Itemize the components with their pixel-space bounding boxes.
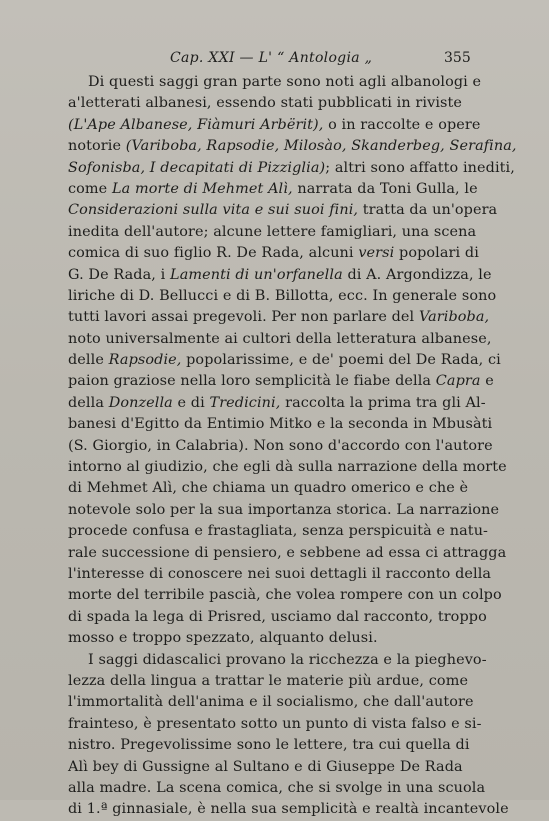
text-segment: nistro. Pregevolissime sono le lettere, tra cui quella di (68, 737, 470, 754)
text-line (68, 414, 493, 435)
text-segment: di 1.ª ginnasiale, è nella sua semplicità e realtà incantevole (68, 801, 509, 818)
text-segment: G. De Rada, i (68, 266, 171, 283)
text-segment: liriche di D. Bellucci e di B. Billotta, ecc. In generale sono (68, 287, 497, 304)
text-segment: raccolta la prima tra gli Al- (280, 394, 486, 411)
text-segment: noto universalmente ai cultori della letteratura albanese, (68, 330, 492, 347)
text-segment: di A. Argondizza, le (342, 266, 492, 283)
italic-segment: Lamenti di un'orfanella (170, 266, 343, 283)
text-line (68, 115, 481, 136)
text-segment: ; altri sono affatto inediti, (325, 159, 515, 176)
italic-segment: Variboba, (418, 309, 490, 326)
text-segment: morte del terribile pascià, che volea rompere con un colpo (68, 587, 502, 604)
text-line (68, 671, 469, 692)
text-segment: notevole solo per la sua importanza storica. La narrazione (68, 501, 500, 518)
text-line (68, 93, 463, 114)
italic-segment: versi (358, 245, 395, 262)
text-segment: mosso e troppo spezzato, alquanto delusi. (68, 630, 378, 647)
text-segment: (S. Giorgio, in Calabria). Non sono d'accordo con l'autore (68, 437, 493, 454)
text-segment: e di (172, 394, 210, 411)
page-number: 355 (444, 50, 471, 66)
text-line (68, 243, 479, 264)
text-line (68, 478, 469, 499)
page-header (0, 50, 549, 68)
text-line (68, 286, 497, 307)
italic-segment: Rapsodie, (108, 352, 182, 369)
text-segment: e (480, 373, 494, 390)
italic-segment: Tredicini, (209, 394, 281, 411)
text-line (68, 757, 463, 778)
text-line (68, 457, 507, 478)
text-line (68, 222, 477, 243)
text-segment: I saggi didascalici provano la ricchezza e la pieghevo- (88, 651, 487, 668)
text-segment: popolari di (394, 245, 479, 262)
text-line (68, 585, 502, 606)
running-title: Cap. XXI — L' “ Antologia „ (170, 50, 373, 66)
text-line (68, 778, 486, 799)
text-segment: frainteso, è presentato sotto un punto di vista falso e si- (68, 715, 482, 732)
text-line (68, 500, 500, 521)
text-line (68, 329, 492, 350)
italic-segment: Donzella (108, 394, 173, 411)
text-line (68, 436, 493, 457)
text-line (68, 521, 489, 542)
italic-segment: Considerazioni sulla vita e sui suoi fini, (68, 202, 359, 219)
text-segment: tutti lavori assai pregevoli. Per non parlare del (68, 309, 419, 326)
text-segment: l'immortalità dell'anima e il socialismo, che dall'autore (68, 694, 474, 711)
text-line (68, 200, 498, 221)
text-segment: delle (68, 352, 109, 369)
text-segment: lezza della lingua a trattar le materie più ardue, come (68, 672, 469, 689)
text-segment: alla madre. La scena comica, che si svolge in una scuola (68, 779, 486, 796)
text-line (68, 136, 517, 157)
text-line (68, 371, 494, 392)
italic-segment: La morte di Mehmet Alì, (111, 180, 293, 197)
text-segment: comica di suo figlio R. De Rada, alcuni (68, 245, 359, 262)
text-line (68, 564, 492, 585)
text-line (68, 714, 482, 735)
text-line (68, 799, 509, 820)
italic-segment: Capra (435, 373, 481, 390)
text-segment: procede confusa e frastagliata, senza perspicuità e natu- (68, 523, 489, 540)
text-line (68, 265, 492, 286)
text-segment: Alì bey di Gussigne al Sultano e di Giuseppe De Rada (68, 758, 463, 775)
text-segment: rale successione di pensiero, e sebbene ad essa ci attragga (68, 544, 507, 561)
text-segment: inedita dell'autore; alcune lettere famigliari, una scena (68, 223, 477, 240)
body-text (68, 72, 517, 821)
text-segment: a'letterati albanesi, essendo stati pubblicati in riviste (68, 95, 463, 112)
text-line (68, 607, 487, 628)
text-segment: come (68, 180, 112, 197)
text-line (68, 692, 474, 713)
text-segment: di Mehmet Alì, che chiama un quadro omerico e che è (68, 480, 469, 497)
italic-segment: (L'Ape Albanese, Fiàmuri Arbërit), (68, 116, 324, 133)
text-segment: banesi d'Egitto da Entimio Mitko e la seconda in Mbusàti (68, 416, 493, 433)
text-line (68, 179, 478, 200)
text-line (68, 307, 490, 328)
italic-segment: Sofonisba, I decapitati di Pizziglia) (68, 159, 326, 176)
text-segment: paion graziose nella loro semplicità le fiabe della (68, 373, 436, 390)
text-segment: della (68, 394, 109, 411)
text-segment: narrata da Toni Gulla, le (292, 180, 478, 197)
text-line (68, 350, 501, 371)
text-segment: tratta da un'opera (358, 202, 498, 219)
text-segment: o in raccolte e opere (323, 116, 481, 133)
text-line (68, 72, 482, 93)
text-segment: popolarissime, e de' poemi del De Rada, ci (181, 352, 501, 369)
text-line (68, 650, 487, 671)
text-segment: intorno al giudizio, che egli dà sulla narrazione della morte (68, 459, 507, 476)
text-line (68, 158, 515, 179)
text-segment: notorie (68, 138, 126, 155)
text-segment: di spada la lega di Prisred, usciamo dal racconto, troppo (68, 608, 487, 625)
text-line (68, 735, 470, 756)
text-line (68, 393, 486, 414)
text-line (68, 543, 507, 564)
italic-segment: (Variboba, Rapsodie, Milosào, Skanderbeg, Serafina, (125, 138, 517, 155)
text-line (68, 628, 458, 649)
text-segment: Di questi saggi gran parte sono noti agli albanologi e (88, 74, 482, 90)
text-segment: l'interesse di conoscere nei suoi dettagli il racconto della (68, 565, 492, 582)
